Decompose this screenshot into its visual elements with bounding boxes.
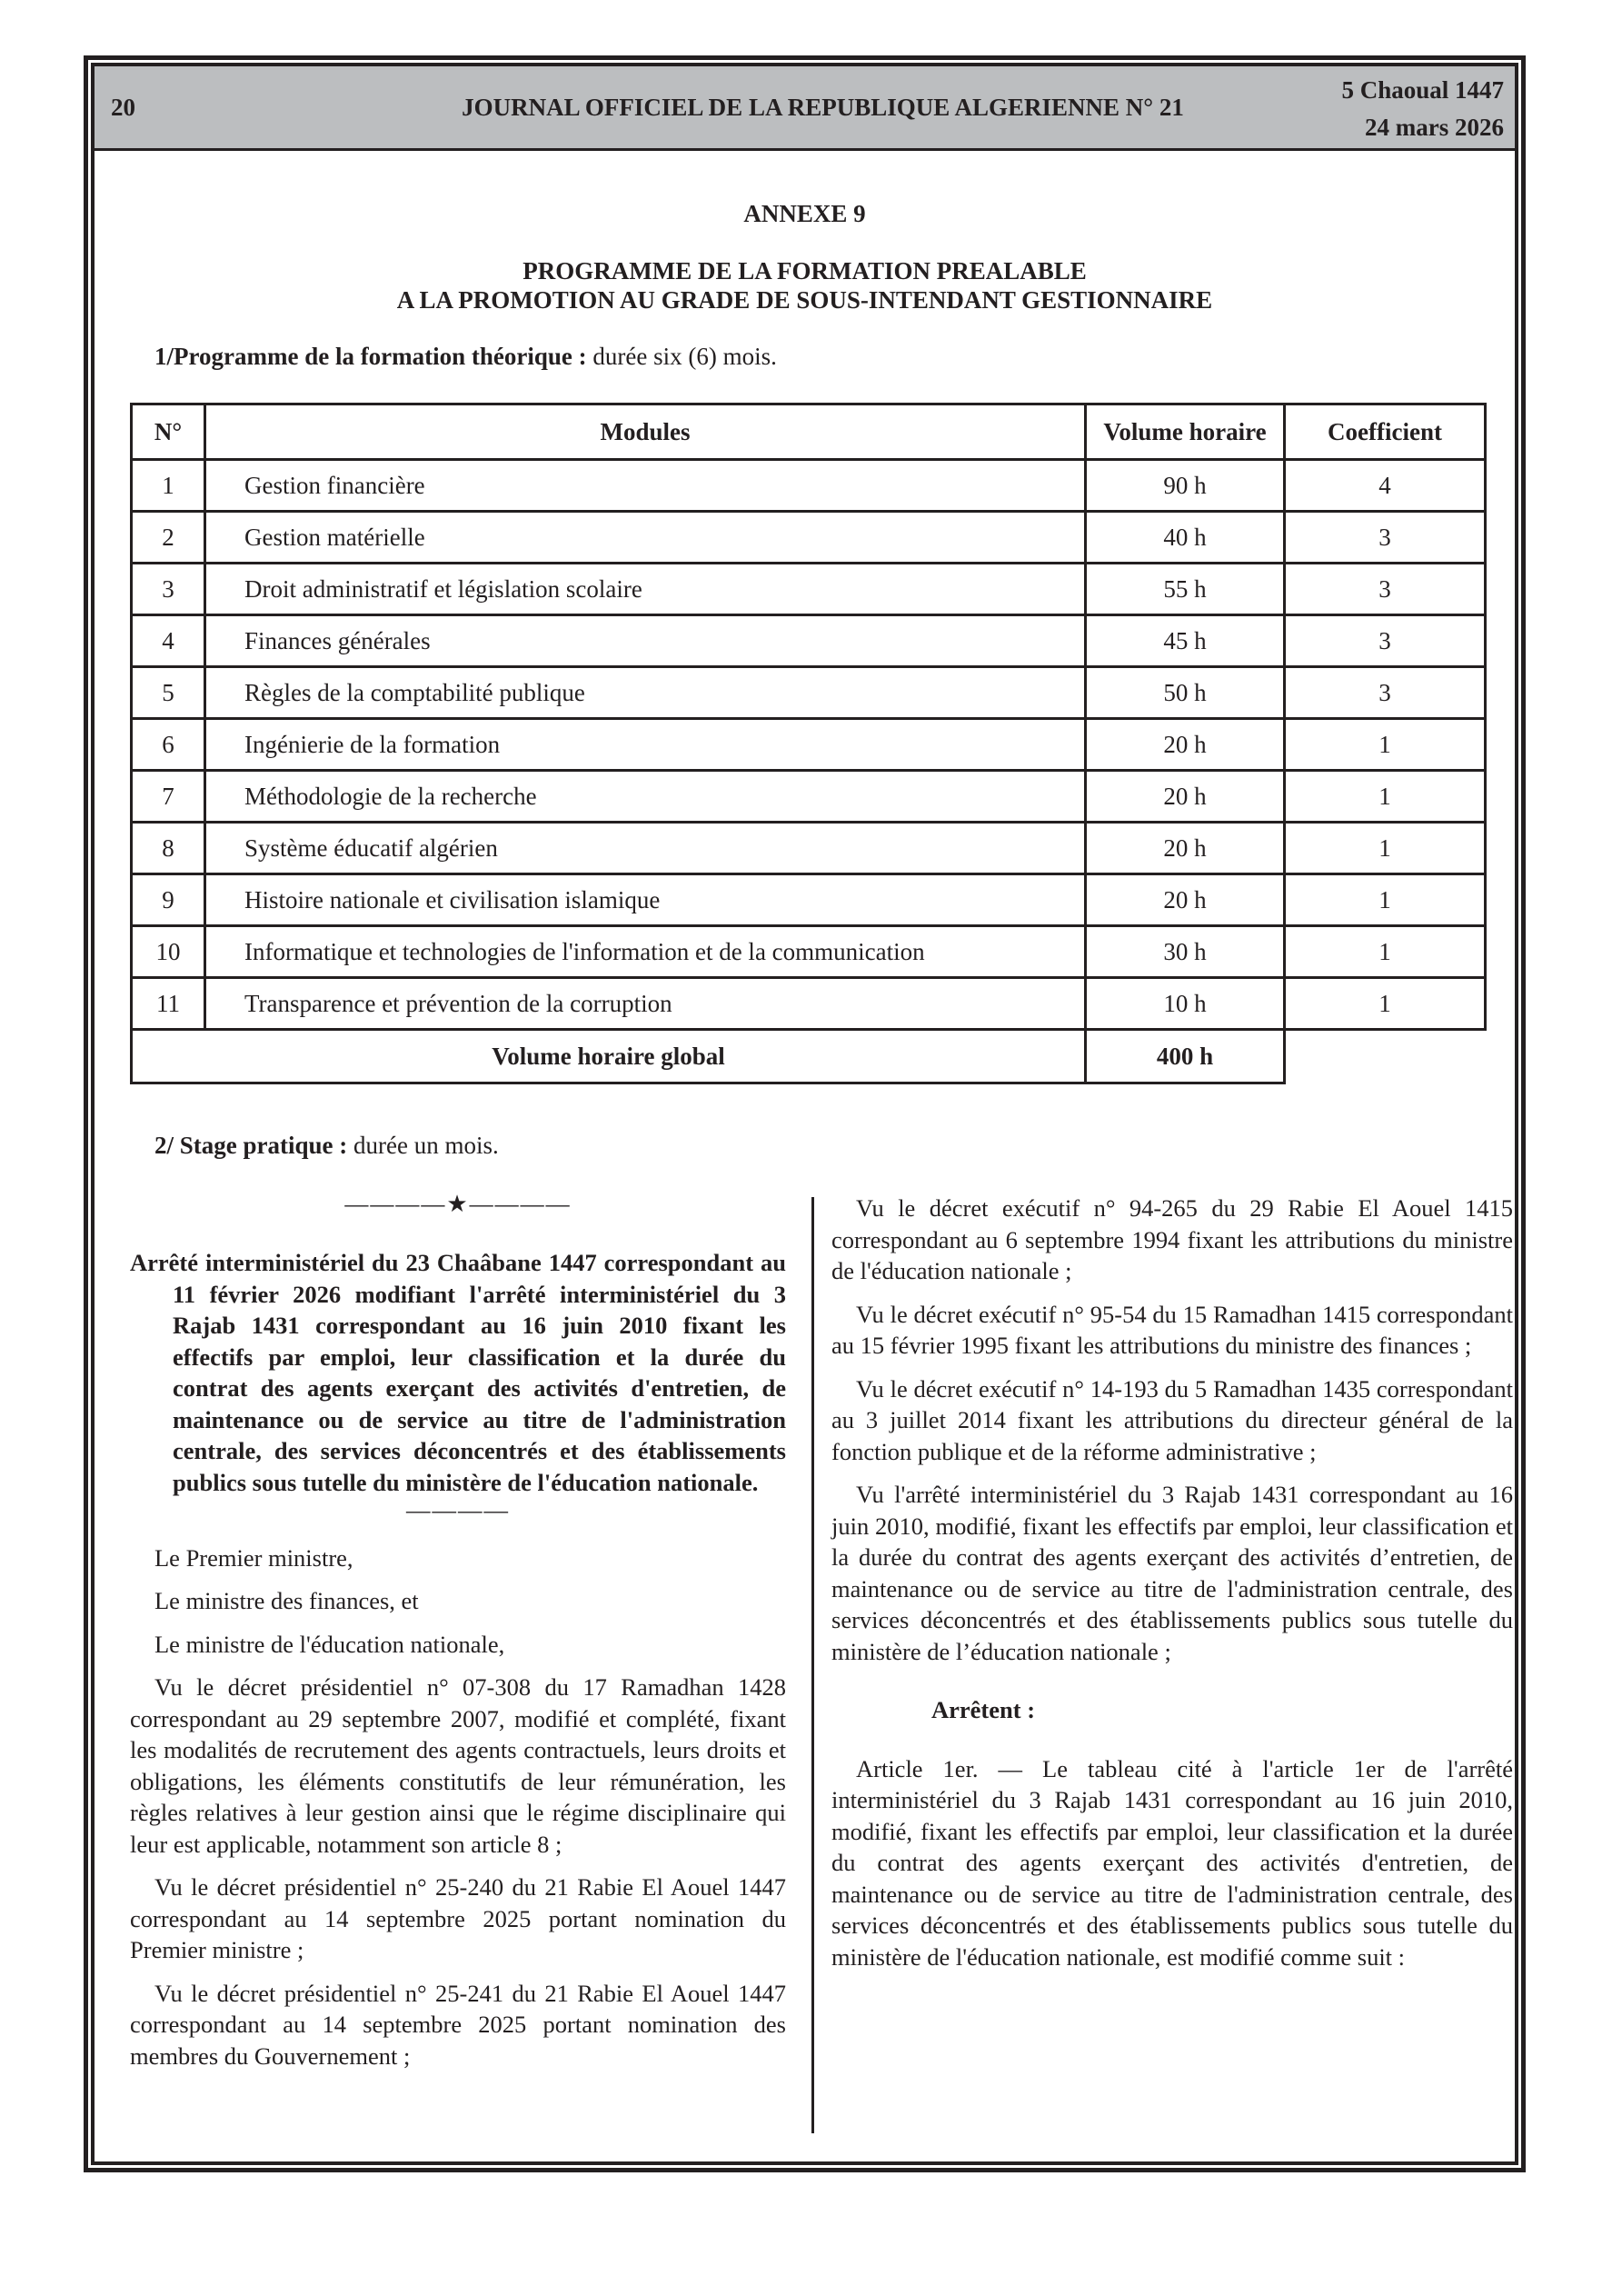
module-number: 5 [132, 667, 205, 719]
module-name: Informatique et technologies de l'information et de la communication [205, 926, 1086, 978]
module-hours: 20 h [1086, 874, 1285, 926]
module-number: 3 [132, 564, 205, 615]
module-number: 11 [132, 978, 205, 1030]
module-hours: 50 h [1086, 667, 1285, 719]
module-hours: 55 h [1086, 564, 1285, 615]
module-coefficient: 1 [1285, 771, 1486, 823]
table-total-row [132, 1030, 1486, 1083]
table-row [132, 719, 1486, 771]
module-number: 4 [132, 615, 205, 667]
table-row [132, 874, 1486, 926]
module-coefficient: 1 [1285, 874, 1486, 926]
module-hours: 20 h [1086, 719, 1285, 771]
table-row [132, 771, 1486, 823]
module-coefficient: 1 [1285, 978, 1486, 1030]
module-name: Transparence et prévention de la corruption [205, 978, 1086, 1030]
module-number: 10 [132, 926, 205, 978]
issue-date [1341, 72, 1504, 146]
module-coefficient: 1 [1285, 719, 1486, 771]
arrete-title [130, 1247, 786, 1498]
section-practice-duration: durée un mois. [347, 1132, 499, 1159]
right-column [831, 1193, 1513, 1984]
paragraph: Vu l'arrêté interministériel du 3 Rajab 1431 correspondant au 16 juin 2010, modifié, fixant les effectifs par emploi, leur classification et la durée du contrat des agents exerçant des activités d’entretien, de maintenance ou de service au titre de l'administration centrale, des services déconcentrés et des établissements publics sous tutelle du ministère de l’éducation nationale ; [831, 1481, 1513, 1665]
table-row [132, 615, 1486, 667]
module-hours: 90 h [1086, 460, 1285, 512]
module-hours: 20 h [1086, 823, 1285, 874]
section-practice-label: 2/ Stage pratique : [154, 1132, 348, 1159]
module-hours: 30 h [1086, 926, 1285, 978]
module-name: Histoire nationale et civilisation islamique [205, 874, 1086, 926]
hijri-date: 5 Chaoual 1447 [1341, 76, 1504, 104]
module-coefficient: 3 [1285, 512, 1486, 564]
annexe-title: ANNEXE 9 [743, 200, 866, 227]
section-theory-label: 1/Programme de la formation théorique : [154, 343, 587, 370]
module-hours: 20 h [1086, 771, 1285, 823]
journal-title: JOURNAL OFFICIEL DE LA REPUBLIQUE ALGERIENNE N° 21 [462, 94, 1184, 121]
module-hours: 40 h [1086, 512, 1285, 564]
paragraph: Vu le décret exécutif n° 14-193 du 5 Ramadhan 1435 correspondant au 3 juillet 2014 fixant les attributions du directeur général de la fonction publique et de la réforme administrative ; [831, 1374, 1513, 1465]
header-number: N° [132, 404, 205, 460]
left-paragraphs [130, 1542, 786, 2072]
module-name: Droit administratif et législation scolaire [205, 564, 1086, 615]
module-name: Gestion financière [205, 460, 1086, 512]
paragraph: Vu le décret présidentiel n° 07-308 du 17 Ramadhan 1428 correspondant au 29 septembre 2007, modifié et complété, fixant les modalités de recrutement des agents contractuels, leurs droits et obligations, les éléments constitutifs de leur rémunération, les règles relatives à leur gestion ainsi que le régime disciplinaire qui leur est applicable, notamment son article 8 ; [130, 1673, 786, 1858]
module-hours: 10 h [1086, 978, 1285, 1030]
program-title-line1: PROGRAMME DE LA FORMATION PREALABLE [522, 257, 1087, 285]
paragraph: Vu le décret présidentiel n° 25-241 du 21 Rabie El Aouel 1447 correspondant au 14 septembre 2025 portant nomination des membres du Gouvernement ; [130, 1979, 786, 2070]
module-coefficient: 4 [1285, 460, 1486, 512]
module-number: 9 [132, 874, 205, 926]
module-coefficient: 3 [1285, 564, 1486, 615]
total-empty-cell [1285, 1030, 1486, 1083]
arretent-heading: Arrêtent : [931, 1696, 1036, 1723]
gregorian-date: 24 mars 2026 [1365, 114, 1504, 141]
table-row [132, 926, 1486, 978]
total-hours: 400 h [1086, 1030, 1285, 1083]
module-number: 8 [132, 823, 205, 874]
table-row [132, 823, 1486, 874]
table-row [132, 512, 1486, 564]
column-divider [811, 1197, 814, 2133]
arrete-title-first-line: Arrêté interministériel du 23 Chaâbane 1447 correspondant [130, 1249, 754, 1276]
program-title-line2: A LA PROMOTION AU GRADE DE SOUS-INTENDANT GESTIONNAIRE [396, 286, 1213, 314]
article-1: Article 1er. — Le tableau cité à l'article 1er de l'arrêté interministériel du 3 Rajab 1431 correspondant au 16 juin 2010, modifié, fixant les effectifs par emploi, leur classification et la durée du contrat des agents exerçant des activités d'entretien, de maintenance ou de service au titre de l'administration centrale, des services déconcentrés et des établissements publics sous tutelle du ministère de l'éducation nationale, est modifié comme suit : [831, 1754, 1513, 1971]
table-row [132, 460, 1486, 512]
module-name: Méthodologie de la recherche [205, 771, 1086, 823]
module-name: Finances générales [205, 615, 1086, 667]
header-modules: Modules [205, 404, 1086, 460]
paragraph: Le ministre des finances, et [154, 1587, 419, 1614]
page-number: 20 [111, 94, 135, 121]
module-number: 6 [132, 719, 205, 771]
module-name: Ingénierie de la formation [205, 719, 1086, 771]
table-row [132, 667, 1486, 719]
module-coefficient: 3 [1285, 615, 1486, 667]
section-practice-heading [154, 1132, 499, 1160]
module-coefficient: 1 [1285, 823, 1486, 874]
section-theory-duration: durée six (6) mois. [586, 343, 777, 370]
paragraph: Vu le décret exécutif n° 95-54 du 15 Ramadhan 1415 correspondant au 15 février 1995 fixant les attributions du ministre des finances ; [831, 1300, 1513, 1359]
module-number: 7 [132, 771, 205, 823]
paragraph: Vu le décret exécutif n° 94-265 du 29 Rabie El Aouel 1415 correspondant au 6 septembre 1994 fixant les attributions du ministre de l'éducation nationale ; [831, 1194, 1513, 1284]
header-hours: Volume horaire [1086, 404, 1285, 460]
short-separator: ———— [406, 1496, 510, 1523]
left-column [130, 1247, 786, 2083]
star-separator: ————★———— [344, 1191, 572, 1217]
module-coefficient: 1 [1285, 926, 1486, 978]
module-hours: 45 h [1086, 615, 1285, 667]
module-name: Système éducatif algérien [205, 823, 1086, 874]
section-theory-heading [154, 343, 777, 371]
table-row [132, 564, 1486, 615]
paragraph: Le ministre de l'éducation nationale, [154, 1630, 505, 1658]
module-number: 2 [132, 512, 205, 564]
arrete-title-rest: au 11 février 2026 modifiant l'arrêté interministériel du 3 Rajab 1431 correspondant au 16 juin 2010 fixant les effectifs par emploi, leur classification et la durée du contrat des agents exerçant des activités d'entretien, de maintenance ou de service au titre de l'administration centrale, des services déconcentrés et des établissements publics sous tutelle du ministère de l'éducation nationale. [173, 1249, 786, 1496]
right-paragraphs [831, 1193, 1513, 1667]
paragraph: Vu le décret présidentiel n° 25-240 du 21 Rabie El Aouel 1447 correspondant au 14 septembre 2025 portant nomination du Premier ministre ; [130, 1873, 786, 1963]
module-number: 1 [132, 460, 205, 512]
table-header-row [132, 404, 1486, 460]
header-coefficient: Coefficient [1285, 404, 1486, 460]
module-name: Règles de la comptabilité publique [205, 667, 1086, 719]
module-name: Gestion matérielle [205, 512, 1086, 564]
module-coefficient: 3 [1285, 667, 1486, 719]
total-label: Volume horaire global [132, 1030, 1086, 1083]
modules-table [130, 403, 1487, 1084]
table-row [132, 978, 1486, 1030]
journal-header [95, 66, 1515, 151]
paragraph: Le Premier ministre, [154, 1543, 353, 1572]
